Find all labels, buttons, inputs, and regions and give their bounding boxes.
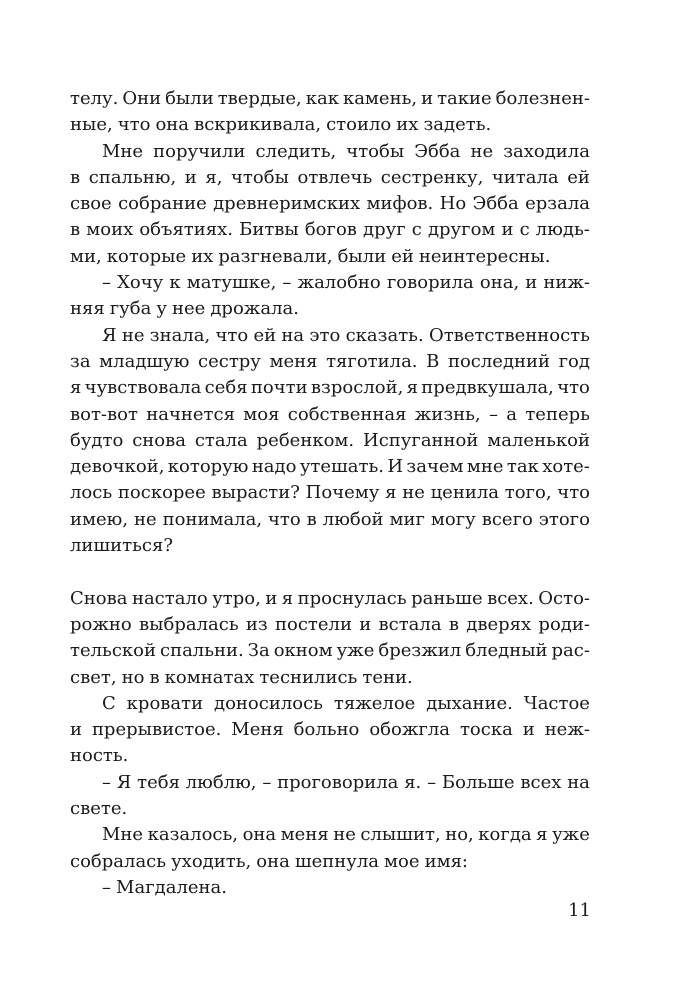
text-line: свет, но в комнатах теснились тени. [70,666,413,688]
text-line: – Я тебя люблю, – проговорила я. – Больше всех на [102,771,590,793]
text-line: собралась уходить, она шепнула мое имя: [70,850,468,872]
text-line: за младшую сестру меня тяготила. В последний год [70,350,590,372]
book-page-text [70,86,590,901]
text-line: ми, которые их разгневали, были ей неинтересны. [70,245,551,267]
text-line: – Хочу к матушке, – жалобно говорила она, и ниж- [102,272,590,294]
text-line: девочкой, которую надо утешать. И зачем мне так хоте- [70,456,590,478]
text-line: в спальню, и я, чтобы отвлечь сестренку, читала ей [70,166,590,188]
text-line: Мне казалось, она меня не слышит, но, когда я уже [102,824,590,846]
text-line: в моих объятиях. Битвы богов друг с другом и с людь- [70,219,590,241]
text-line: будто снова стала ребенком. Испуганной маленькой [70,429,590,451]
text-line: Я не знала, что ей на это сказать. Ответственность [102,324,590,346]
text-line: я чувствовала себя почти взрослой, я предвкушала, что [70,377,590,399]
text-line: Мне поручили следить, чтобы Эбба не заходила [102,140,590,162]
paragraph-gap [70,559,590,585]
page-number: 11 [568,900,591,921]
text-line: ность. [70,745,129,767]
text-line: имею, не понимала, что в любой миг могу всего этого [70,508,590,530]
text-line: рожно выбралась из постели и встала в дверях роди- [70,613,590,635]
text-line: Снова настало утро, и я проснулась раньше всех. Осто- [70,587,590,609]
text-line: и прерывистое. Меня больно обожгла тоска и неж- [70,719,590,741]
text-line: вот-вот начнется моя собственная жизнь, – а теперь [70,403,590,425]
text-line: тельской спальни. За окном уже брезжил бледный рас- [70,640,590,662]
text-line: С кровати доносилось тяжелое дыхание. Частое [102,692,590,714]
text-line: лишиться? [70,535,174,557]
text-line: свете. [70,798,128,820]
text-line: ные, что она вскрикивала, стоило их задеть. [70,114,492,136]
text-line: – Магдалена. [102,876,227,898]
text-line: лось поскорее вырасти? Почему я не ценила того, что [70,482,590,504]
text-line: телу. Они были твердые, как камень, и такие болезнен- [70,88,590,109]
text-line: свое собрание древнеримских мифов. Но Эбба ерзала [70,193,590,215]
text-line: няя губа у нее дрожала. [70,298,299,320]
